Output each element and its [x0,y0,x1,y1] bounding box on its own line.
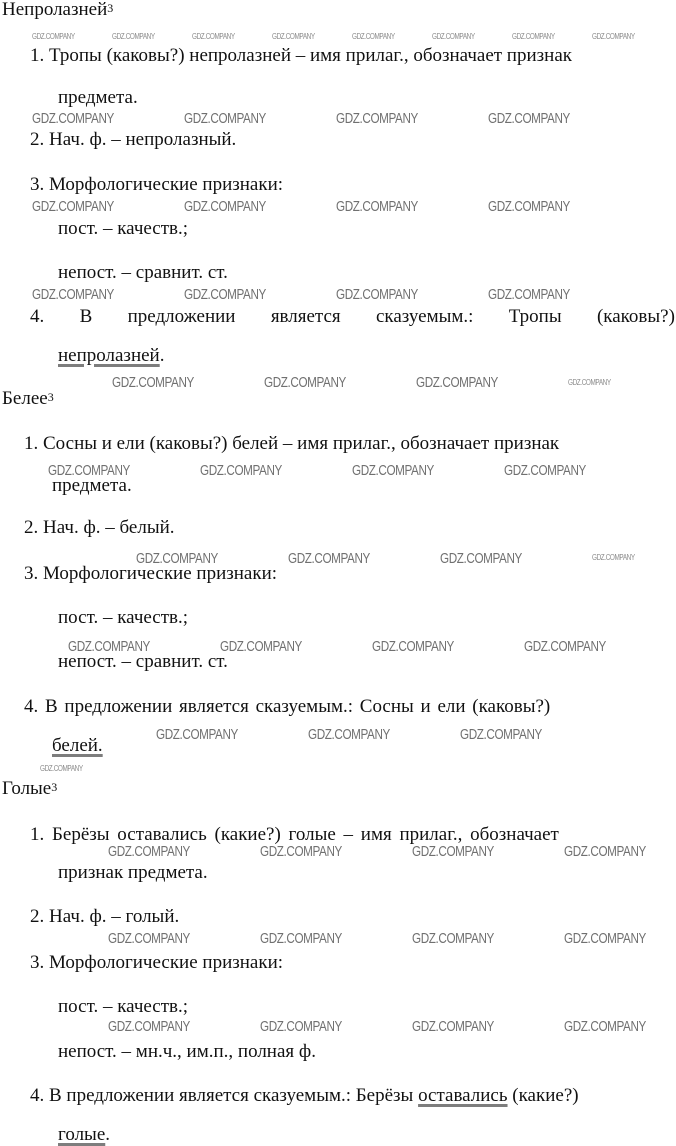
item-4-line-1: 4. В предложении является сказуемым.: Сосны и ели (каковы?) [24,696,551,717]
item-4-word: является [270,306,341,327]
watermark: GDZ.COMPANY [416,374,498,391]
item-3-variable: непост. – сравнит. ст. [58,262,228,283]
watermark: GDZ.COMPANY [112,32,155,41]
item-3-constant: пост. – качеств.; [58,218,189,239]
watermark: GDZ.COMPANY [564,1018,646,1035]
watermark: GDZ.COMPANY [32,286,114,303]
item-2: 2. Нач. ф. – непролазный. [30,129,237,150]
watermark: GDZ.COMPANY [192,32,235,41]
item-text [30,46,675,66]
section-title-text: Голые [2,778,52,799]
watermark: GDZ.COMPANY [184,286,266,303]
watermark: GDZ.COMPANY [568,378,611,387]
watermark: GDZ.COMPANY [372,638,454,655]
watermark: GDZ.COMPANY [108,843,190,860]
watermark: GDZ.COMPANY [524,638,606,655]
item-3-constant: пост. – качеств.; [58,607,189,628]
watermark: GDZ.COMPANY [488,286,570,303]
watermark: GDZ.COMPANY [592,553,635,562]
watermark: GDZ.COMPANY [200,462,282,479]
watermark: GDZ.COMPANY [260,843,342,860]
item-4-line-2 [58,346,164,366]
watermark: GDZ.COMPANY [184,198,266,215]
watermark: GDZ.COMPANY [108,930,190,947]
watermark: GDZ.COMPANY [336,110,418,127]
item-4-line-1 [30,307,675,327]
item-4-line-2 [52,736,103,756]
watermark: GDZ.COMPANY [32,110,114,127]
underlined-predicate: непролазней [58,345,160,366]
watermark: GDZ.COMPANY [220,638,302,655]
watermark: GDZ.COMPANY [352,462,434,479]
section-title [2,389,54,410]
watermark: GDZ.COMPANY [336,198,418,215]
watermark: GDZ.COMPANY [260,1018,342,1035]
watermark: GDZ.COMPANY [412,1018,494,1035]
punctuation: . [105,1124,110,1145]
item-3-variable: непост. – мн.ч., им.п., полная ф. [58,1041,316,1062]
item-1-line-1: 1. Сосны и ели (каковы?) белей – имя прилаг., обозначает признак [24,433,560,454]
watermark: GDZ.COMPANY [488,110,570,127]
underlined-predicate: голые [58,1124,106,1145]
watermark: GDZ.COMPANY [512,32,555,41]
item-1-line-2: предмета. [58,87,138,108]
item-2: 2. Нач. ф. – белый. [24,517,175,538]
item-1-line-2: предмета. [52,475,132,496]
watermark: GDZ.COMPANY [352,32,395,41]
footnote-marker: 3 [107,1,114,15]
item-4-word: сказуемым.: [375,306,474,327]
item-4-word: В [79,306,93,327]
watermark: GDZ.COMPANY [564,930,646,947]
watermark: GDZ.COMPANY [32,32,75,41]
watermark: GDZ.COMPANY [40,764,83,773]
item-3: 3. Морфологические признаки: [30,174,284,195]
section-title [2,0,113,21]
footnote-marker: 3 [51,780,58,794]
watermark: GDZ.COMPANY [288,550,370,567]
item-3-constant: пост. – качеств.; [58,996,189,1017]
item-2: 2. Нач. ф. – голый. [30,906,180,927]
item-4-number: 4. [30,306,45,327]
item-4-line-2 [58,1125,110,1145]
item-4-text: 4. В предложении является сказуемым.: Берёзы [30,1085,419,1106]
watermark: GDZ.COMPANY [48,462,130,479]
item-3: 3. Морфологические признаки: [30,952,284,973]
item-4-word: предложении [127,306,236,327]
watermark: GDZ.COMPANY [112,374,194,391]
watermark: GDZ.COMPANY [68,638,150,655]
watermark: GDZ.COMPANY [460,726,542,743]
item-4-text: (какие?) [507,1085,579,1106]
item-1-line-2: признак предмета. [58,862,208,883]
watermark: GDZ.COMPANY [564,843,646,860]
punctuation: . [159,345,165,366]
watermark: GDZ.COMPANY [412,843,494,860]
section-title-text: Непролазней [2,0,108,20]
watermark: GDZ.COMPANY [156,726,238,743]
watermark: GDZ.COMPANY [440,550,522,567]
watermark: GDZ.COMPANY [260,930,342,947]
watermark: GDZ.COMPANY [184,110,266,127]
item-4-line-1 [30,1086,579,1106]
watermark: GDZ.COMPANY [592,32,635,41]
item-1-line-1: 1. Тропы (каковы?) непролазней – имя прилаг., обозначает признак [30,45,572,66]
watermark: GDZ.COMPANY [504,462,586,479]
underlined-predicate: белей. [52,735,103,756]
item-1-line-1: 1. Берёзы оставались (какие?) голые – имя прилаг., обозначает [30,824,559,845]
section-title-text: Белее [2,388,48,409]
watermark: GDZ.COMPANY [108,1018,190,1035]
item-4-word: Тропы [508,306,562,327]
item-3: 3. Морфологические признаки: [24,563,278,584]
footnote-marker: 3 [47,390,54,404]
item-4-word: (каковы?) [596,306,675,327]
watermark: GDZ.COMPANY [336,286,418,303]
watermark: GDZ.COMPANY [432,32,475,41]
watermark: GDZ.COMPANY [136,550,218,567]
watermark: GDZ.COMPANY [412,930,494,947]
watermark: GDZ.COMPANY [272,32,315,41]
watermark: GDZ.COMPANY [488,198,570,215]
section-title [2,779,57,800]
item-3-variable: непост. – сравнит. ст. [58,651,228,672]
watermark: GDZ.COMPANY [264,374,346,391]
underlined-predicate: оставались [418,1085,508,1106]
watermark: GDZ.COMPANY [308,726,390,743]
watermark: GDZ.COMPANY [32,198,114,215]
